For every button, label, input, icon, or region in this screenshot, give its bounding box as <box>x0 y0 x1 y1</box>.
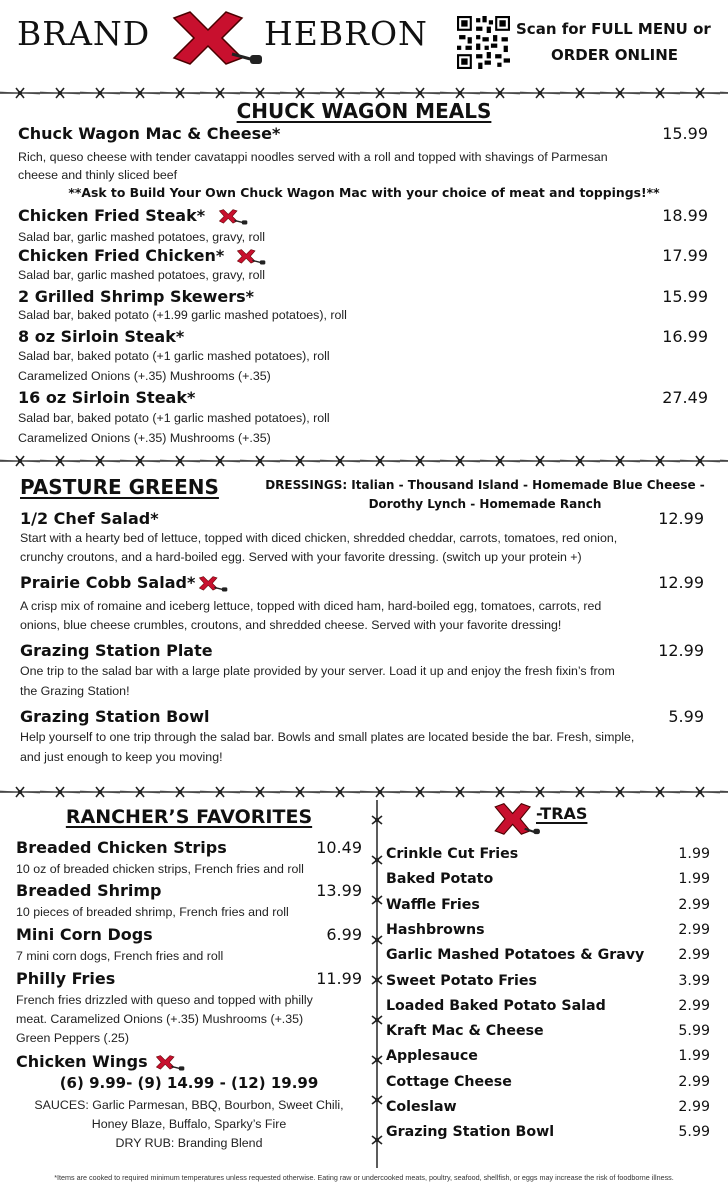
xtras-item-name: Sweet Potato Fries <box>386 973 537 989</box>
menu-item-description: the Grazing Station! <box>20 684 130 698</box>
menu-item-description: meat. Caramelized Onions (+.35) Mushrooms (+.35) <box>16 1012 304 1026</box>
brand-name-left: BRAND <box>17 14 151 53</box>
menu-item-name: Chicken Fried Steak* <box>18 206 206 225</box>
brand-icon <box>236 248 266 266</box>
menu-item-description: One trip to the salad bar with a large plate provided by your server. Load it up and enjoy the fresh fixin’s from <box>20 664 615 678</box>
menu-item-name: Prairie Cobb Salad* <box>20 573 196 592</box>
brand-logo-icon <box>166 8 266 68</box>
menu-item-description: 7 mini corn dogs, French fries and roll <box>16 949 224 963</box>
barbed-wire-divider <box>0 786 728 798</box>
xtras-item-name: Coleslaw <box>386 1099 457 1115</box>
xtras-item-price: 5.99 <box>678 1124 710 1140</box>
wings-sauces: SAUCES: Garlic Parmesan, BBQ, Bourbon, Sweet Chili, <box>34 1098 344 1112</box>
menu-item-price: 18.99 <box>662 206 708 225</box>
menu-item-name: 8 oz Sirloin Steak* <box>18 327 185 346</box>
menu-item-price: 5.99 <box>668 707 704 726</box>
menu-item-description: crunchy croutons, and a hard-boiled egg. Served with your favorite dressing. (switch up your protein +) <box>20 550 582 564</box>
menu-item-description: and just enough to keep you moving! <box>20 750 223 764</box>
xtras-item-price: 2.99 <box>678 1099 710 1115</box>
wings-sauces: Honey Blaze, Buffalo, Sparky’s Fire <box>91 1117 287 1131</box>
xtras-item-price: 2.99 <box>678 1074 710 1090</box>
section-title-pasture-greens: PASTURE GREENS <box>20 475 219 499</box>
menu-item-description: Help yourself to one trip through the salad bar. Bowls and small plates are located beside the bar. Fresh, simple, <box>20 730 635 744</box>
build-your-own-note: **Ask to Build Your Own Chuck Wagon Mac with your choice of meat and toppings!** <box>68 185 660 200</box>
brand-name-right: HEBRON <box>264 14 428 53</box>
xtras-item-name: Applesauce <box>386 1048 478 1064</box>
menu-item-description: French fries drizzled with queso and topped with philly <box>16 993 313 1007</box>
menu-item-price: 10.49 <box>316 838 362 857</box>
menu-item-price: 11.99 <box>316 969 362 988</box>
barbed-wire-divider <box>0 87 728 99</box>
xtras-item-price: 1.99 <box>678 846 710 862</box>
menu-item-description: Green Peppers (.25) <box>16 1031 129 1045</box>
wings-prices: (6) 9.99- (9) 14.99 - (12) 19.99 <box>59 1074 319 1092</box>
section-title-ranchers-favorites: RANCHER’S FAVORITES <box>65 806 313 828</box>
menu-item-price: 17.99 <box>662 246 708 265</box>
dressings-list: Dorothy Lynch - Homemade Ranch <box>368 497 602 511</box>
wings-dry-rub: DRY RUB: Branding Blend <box>115 1136 263 1150</box>
xtras-item-name: Crinkle Cut Fries <box>386 846 519 862</box>
menu-item-description: Salad bar, garlic mashed potatoes, gravy, roll <box>18 230 266 244</box>
menu-item-description: Rich, queso cheese with tender cavatappi noodles served with a roll and topped with shavings of Parmesan <box>18 150 608 164</box>
menu-item-name: Mini Corn Dogs <box>16 925 153 944</box>
xtras-item-price: 2.99 <box>678 922 710 938</box>
food-safety-footnote: *Items are cooked to required minimum temperatures unless requested otherwise. Eating raw or undercooked meats, poultry, seafood, shellfish, or eggs may increase the risk of foodborne illness. <box>54 1173 674 1182</box>
barbed-wire-column-divider <box>370 800 384 1168</box>
brand-icon <box>198 575 228 593</box>
xtras-item-name: Grazing Station Bowl <box>386 1124 555 1140</box>
menu-item-description: A crisp mix of romaine and iceberg lettuce, topped with diced ham, hard-boiled egg, tomatoes, carrots, red <box>20 599 602 613</box>
xtras-item-name: Kraft Mac & Cheese <box>386 1023 544 1039</box>
menu-item-price: 6.99 <box>326 925 362 944</box>
menu-item-name: Philly Fries <box>16 969 116 988</box>
xtras-item-name: Baked Potato <box>386 871 494 887</box>
barbed-wire-divider <box>0 455 728 467</box>
dressings-list: DRESSINGS: Italian - Thousand Island - Homemade Blue Cheese - <box>265 478 705 492</box>
menu-item-description: Salad bar, baked potato (+1.99 garlic mashed potatoes), roll <box>18 308 347 322</box>
menu-item-name: Breaded Chicken Strips <box>16 838 227 857</box>
menu-item-name: 2 Grilled Shrimp Skewers* <box>18 287 255 306</box>
xtras-item-name: Hashbrowns <box>386 922 485 938</box>
xtras-item-price: 5.99 <box>678 1023 710 1039</box>
xtras-item-price: 2.99 <box>678 947 710 963</box>
brand-icon <box>155 1054 185 1072</box>
xtras-item-name: Garlic Mashed Potatoes & Gravy <box>386 947 645 963</box>
menu-item-price: 12.99 <box>658 573 704 592</box>
menu-item-description: onions, blue cheese crumbles, croutons, and shredded cheese. Served with your favorite dressing! <box>20 618 562 632</box>
order-online-text: ORDER ONLINE <box>551 46 679 64</box>
menu-item-price: 15.99 <box>662 124 708 143</box>
menu-item-name: Chicken Fried Chicken* <box>18 246 225 265</box>
section-title-chuck-wagon: CHUCK WAGON MEALS <box>236 99 492 123</box>
xtras-item-name: Waffle Fries <box>386 897 480 913</box>
brand-icon <box>218 208 248 226</box>
menu-item-description: Salad bar, garlic mashed potatoes, gravy, roll <box>18 268 266 282</box>
menu-item-description: Caramelized Onions (+.35) Mushrooms (+.35) <box>18 369 271 383</box>
scan-menu-text: Scan for FULL MENU or <box>516 20 711 38</box>
menu-item-description: Start with a hearty bed of lettuce, topped with diced chicken, shredded cheddar, carrots, tomatoes, red onion, <box>20 531 618 545</box>
menu-item-name: Breaded Shrimp <box>16 881 162 900</box>
menu-item-name: Chicken Wings <box>16 1052 148 1071</box>
menu-item-price: 12.99 <box>658 641 704 660</box>
menu-item-description: cheese and thinly sliced beef <box>18 168 178 182</box>
xtras-item-price: 2.99 <box>678 897 710 913</box>
xtras-item-name: Loaded Baked Potato Salad <box>386 998 606 1014</box>
menu-item-name: Grazing Station Plate <box>20 641 213 660</box>
menu-item-name: Chuck Wagon Mac & Cheese* <box>18 124 281 143</box>
xtras-item-name: Cottage Cheese <box>386 1074 512 1090</box>
xtras-item-price: 3.99 <box>678 973 710 989</box>
menu-item-name: 1/2 Chef Salad* <box>20 509 159 528</box>
menu-item-price: 27.49 <box>662 388 708 407</box>
menu-item-price: 16.99 <box>662 327 708 346</box>
xtras-brand-icon <box>493 802 541 838</box>
xtras-item-price: 2.99 <box>678 998 710 1014</box>
qr-code[interactable] <box>457 16 510 69</box>
menu-item-name: Grazing Station Bowl <box>20 707 210 726</box>
xtras-item-price: 1.99 <box>678 871 710 887</box>
menu-item-description: Salad bar, baked potato (+1 garlic mashed potatoes), roll <box>18 411 330 425</box>
menu-item-description: Salad bar, baked potato (+1 garlic mashed potatoes), roll <box>18 349 330 363</box>
section-title-xtras: -TRAS <box>536 804 588 823</box>
menu-item-name: 16 oz Sirloin Steak* <box>18 388 196 407</box>
menu-item-description: Caramelized Onions (+.35) Mushrooms (+.35) <box>18 431 271 445</box>
menu-item-price: 15.99 <box>662 287 708 306</box>
menu-item-price: 12.99 <box>658 509 704 528</box>
menu-item-description: 10 pieces of breaded shrimp, French fries and roll <box>16 905 289 919</box>
xtras-item-price: 1.99 <box>678 1048 710 1064</box>
menu-item-description: 10 oz of breaded chicken strips, French fries and roll <box>16 862 304 876</box>
menu-item-price: 13.99 <box>316 881 362 900</box>
